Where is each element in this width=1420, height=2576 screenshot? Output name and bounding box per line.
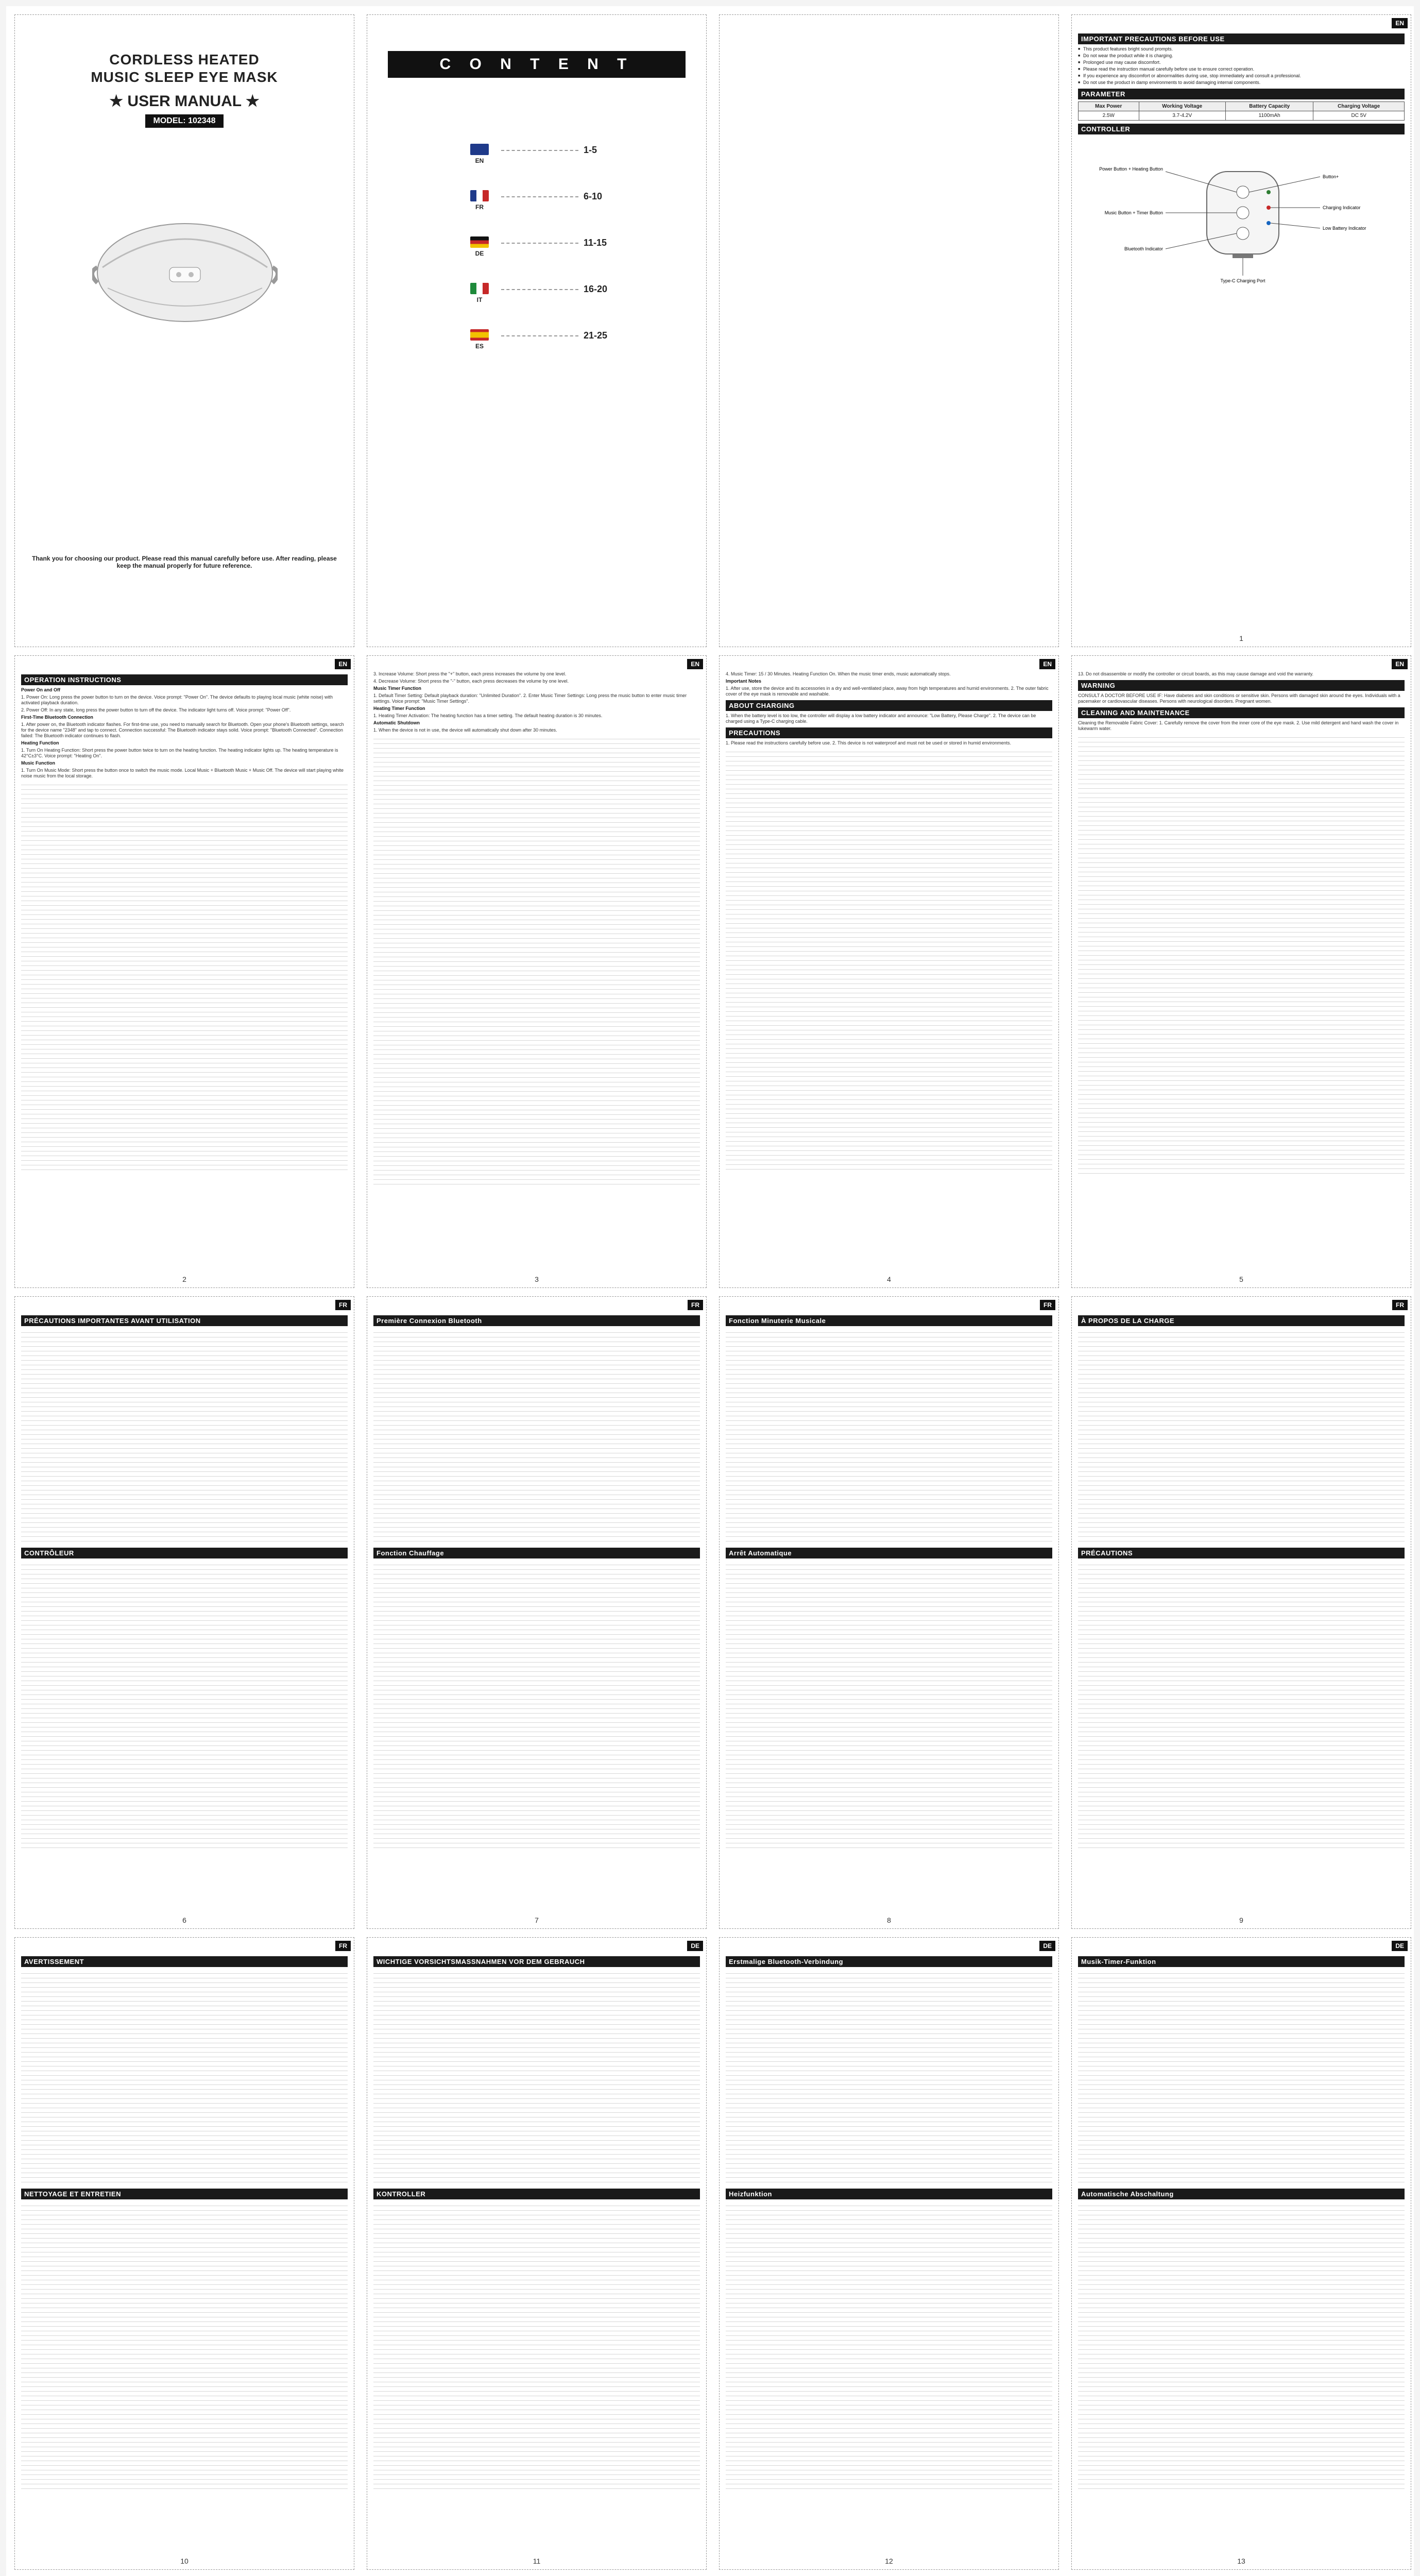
text-block (21, 1561, 348, 1849)
param-value: 2.5W (1079, 111, 1139, 121)
page-body (373, 1953, 700, 2552)
title-line-2: MUSIC SLEEP EYE MASK (91, 69, 278, 85)
page-en-precautions (1071, 14, 1411, 647)
param-value: 1100mAh (1226, 111, 1313, 121)
page-body (21, 1312, 348, 1911)
toc-row-en[interactable] (470, 144, 625, 164)
lang-badge: EN (335, 659, 351, 669)
page-body (1078, 30, 1405, 629)
toc-code: DE (475, 250, 484, 257)
precaution-item: ■ Prolonged use may cause discomfort. (1078, 60, 1405, 65)
toc-row-de[interactable] (470, 236, 625, 257)
section-heading: Heizfunktion (726, 2189, 1052, 2199)
label-plus-button: Button+ (1323, 174, 1339, 179)
toc-row-fr[interactable] (470, 190, 625, 211)
section-heading: AVERTISSEMENT (21, 1956, 348, 1967)
page-fr-7 (367, 1296, 707, 1929)
cover-thanks: Thank you for choosing our product. Please read this manual carefully before use. After reading, please keep the manual properly for future reference. (32, 555, 337, 569)
subheading: Automatic Shutdown (373, 720, 420, 725)
section-heading: WICHTIGE VORSICHTSMASSNAHMEN VOR DEM GEBRAUCH (373, 1956, 700, 1967)
precaution-item: ■ Do not use the product in damp environments to avoid damaging internal components. (1078, 80, 1405, 86)
text-block (373, 1561, 700, 1849)
model-text: MODEL: 102348 (145, 114, 224, 128)
page-number: 6 (182, 1916, 186, 1924)
paragraph: 1. Turn On Heating Function: Short press the power button twice to turn on the heating function. The heating indicator lights up. The heating temperature is 42°C±3°C. Voice prompt: "Heating On". (21, 748, 338, 758)
page-number: 8 (887, 1916, 891, 1924)
paragraph: 1. After power on, the Bluetooth indicator flashes. For first-time use, you need to manually search for Bluetooth. Open your phone's Bluetooth settings, search for the device name "2348" and tap to connect. Connection successful: The Bluetooth indicator stays solid. Voice prompt: "Bluetooth Connected". Connection failed: The Bluetooth indicator continues to flash. (21, 722, 344, 738)
section-heading: Musik-Timer-Funktion (1078, 1956, 1405, 1967)
lang-badge: EN (687, 659, 703, 669)
content-banner: C O N T E N T (388, 51, 686, 78)
page-number: 10 (180, 2557, 189, 2565)
paragraph: 1. When the battery level is too low, the controller will display a low battery indicator and announce: "Low Battery, Please Charge". 2. The device can be charged using a Type-C charging cable. (726, 713, 1036, 724)
subheading: Heating Timer Function (373, 706, 425, 711)
paragraph: 4. Music Timer: 15 / 30 Minutes. Heating Function On. When the music timer ends, music automatically stops. (726, 671, 951, 676)
flag-icon (470, 236, 489, 248)
lang-badge: FR (335, 1941, 351, 1951)
page-number: 13 (1237, 2557, 1245, 2565)
paragraph: 1. Heating Timer Activation: The heating function has a timer setting. The default heating duration is 30 minutes. (373, 713, 603, 718)
text-block (373, 1969, 700, 2185)
toc-pages: 1-5 (584, 145, 597, 155)
manual-sheet (6, 6, 1414, 2576)
toc-leader (501, 335, 578, 336)
paragraph: CONSULT A DOCTOR BEFORE USE IF: Have diabetes and skin conditions or sensitive skin. Persons with damaged skin around the eyes. Individuals with a pacemaker or cardiovascular diseases. Persons with neurological disorders. Pregnant women. (1078, 693, 1400, 704)
eye-mask-illustration (92, 190, 278, 345)
page-body (21, 671, 348, 1270)
paragraph: 1. After use, store the device and its accessories in a dry and well-ventilated place, away from high temperatures and humid environments. 2. The outer fabric cover of the eye mask is removable and washable. (726, 686, 1049, 697)
text-block (21, 2201, 348, 2490)
toc-code: ES (475, 343, 484, 350)
page-body (726, 671, 1052, 1270)
paragraph: 1. Turn On Music Mode: Short press the button once to switch the music mode. Local Music + Bluetooth Music + Music Off. The device will start playing white noise music from the local storage. (21, 768, 344, 778)
page-de-13 (1071, 1937, 1411, 2570)
section-heading: KONTROLLER (373, 2189, 700, 2199)
lang-badge: FR (688, 1300, 703, 1310)
param-header: Battery Capacity (1226, 102, 1313, 111)
toc-leader (501, 243, 578, 244)
page-body (373, 1312, 700, 1911)
toc-row-it[interactable] (470, 283, 625, 303)
paragraph: 1. Power On: Long press the power button to turn on the device. Voice prompt: "Power On". The device defaults to playing local music (white noise) with activated playback duration. (21, 694, 333, 705)
precaution-item: ■ If you experience any discomfort or abnormalities during use, stop immediately and consult a professional. (1078, 73, 1405, 79)
paragraph: Cleaning the Removable Fabric Cover: 1. Carefully remove the cover from the inner core of the eye mask. 2. Use mild detergent and hand wash the cover in lukewarm water. (1078, 720, 1399, 731)
param-header: Working Voltage (1139, 102, 1226, 111)
subheading: Heating Function (21, 740, 59, 745)
page-number: 1 (1239, 634, 1243, 642)
label-timer-button: Music Button + Timer Button (1104, 210, 1163, 215)
section-heading: Fonction Minuterie Musicale (726, 1315, 1052, 1326)
page-en-timer (367, 655, 707, 1288)
subheading: Music Function (21, 760, 55, 766)
section-heading: PRECAUTIONS (726, 727, 1052, 738)
page-number: 11 (533, 2557, 541, 2565)
page-fr-10 (14, 1937, 354, 2570)
section-heading: CONTRÔLEUR (21, 1548, 348, 1558)
label-power-button: Power Button + Heating Button (1099, 166, 1163, 172)
paragraph: 13. Do not disassemble or modify the controller or circuit boards, as this may cause damage and void the warranty. (1078, 671, 1314, 676)
text-block (726, 1328, 1052, 1545)
lang-badge: EN (1392, 18, 1408, 28)
paragraph: 2. Power Off: In any state, long press the power button to turn off the device. The indicator light turns off. Voice prompt: "Power Off". (21, 707, 291, 713)
precaution-item: ■ Please read the instruction manual carefully before use to ensure correct operation. (1078, 66, 1405, 72)
section-heading: PRÉCAUTIONS (1078, 1548, 1405, 1558)
page-body (726, 1953, 1052, 2552)
toc-code: IT (476, 296, 483, 303)
parameter-heading: PARAMETER (1078, 89, 1405, 99)
lang-badge: DE (1392, 1941, 1408, 1951)
toc-pages: 16-20 (584, 284, 608, 294)
lang-badge: EN (1392, 659, 1408, 669)
lang-badge: DE (1039, 1941, 1055, 1951)
label-charge-indicator: Charging Indicator (1323, 205, 1361, 210)
page-number: 5 (1239, 1275, 1243, 1283)
contents-page (367, 14, 707, 647)
toc-code: FR (475, 204, 484, 211)
paragraph: 4. Decrease Volume: Short press the "-" button, each press decreases the volume by one level. (373, 679, 569, 684)
model-badge (15, 114, 354, 128)
page-body (1078, 1953, 1405, 2552)
text-block (726, 1969, 1052, 2185)
page-de-11 (367, 1937, 707, 2570)
label-battery-indicator: Low Battery Indicator (1323, 226, 1366, 231)
page-de-12 (719, 1937, 1059, 2570)
section-heading: WARNING (1078, 680, 1405, 691)
param-value: DC 5V (1313, 111, 1405, 121)
text-block (373, 735, 700, 1188)
page-fr-9 (1071, 1296, 1411, 1929)
section-heading: CLEANING AND MAINTENANCE (1078, 707, 1405, 718)
page-en-notes (719, 655, 1059, 1288)
section-heading: NETTOYAGE ET ENTRETIEN (21, 2189, 348, 2199)
flag-icon (470, 144, 489, 155)
toc-pages: 6-10 (584, 191, 603, 201)
cover-page (14, 14, 354, 647)
page-number: 3 (535, 1275, 539, 1283)
label-bluetooth-indicator: Bluetooth Indicator (1124, 246, 1163, 251)
section-heading: IMPORTANT PRECAUTIONS BEFORE USE (1078, 33, 1405, 44)
toc-code: EN (475, 157, 484, 164)
flag-icon (470, 190, 489, 201)
toc-leader (501, 150, 578, 151)
cover-title (15, 51, 354, 86)
section-heading: Arrêt Automatique (726, 1548, 1052, 1558)
page-number: 7 (535, 1916, 539, 1924)
text-block (373, 1328, 700, 1545)
paragraph: 3. Increase Volume: Short press the "+" button, each press increases the volume by one level. (373, 671, 567, 676)
paragraph: 1. When the device is not in use, the device will automatically shut down after 30 minutes. (373, 727, 557, 733)
page-body (726, 1312, 1052, 1911)
text-block (1078, 733, 1405, 1176)
parameter-table (1078, 101, 1405, 121)
page-body (1078, 671, 1405, 1270)
text-block (1078, 1561, 1405, 1849)
page-en-warning (1071, 655, 1411, 1288)
section-heading: Fonction Chauffage (373, 1548, 700, 1558)
text-block (726, 748, 1052, 1170)
section-heading: ABOUT CHARGING (726, 700, 1052, 711)
page-number: 2 (182, 1275, 186, 1283)
text-block (21, 781, 348, 1172)
toc-leader (501, 196, 578, 197)
text-block (21, 1969, 348, 2185)
toc-leader (501, 289, 578, 290)
text-block (373, 2201, 700, 2490)
toc-row-es[interactable] (470, 329, 625, 350)
subheading: Music Timer Function (373, 686, 421, 691)
param-header: Max Power (1079, 102, 1139, 111)
flag-icon (470, 329, 489, 341)
blank-page (719, 14, 1059, 647)
controller-heading: CONTROLLER (1078, 124, 1405, 134)
text-block (1078, 2201, 1405, 2490)
lang-badge: FR (1392, 1300, 1408, 1310)
page-number: 9 (1239, 1916, 1243, 1924)
user-manual-heading: ★ USER MANUAL ★ (109, 93, 260, 110)
lang-badge: FR (335, 1300, 351, 1310)
param-value: 3.7-4.2V (1139, 111, 1226, 121)
text-block (21, 1328, 348, 1545)
section-heading: Erstmalige Bluetooth-Verbindung (726, 1956, 1052, 1967)
lang-badge: DE (687, 1941, 703, 1951)
section-heading: PRÉCAUTIONS IMPORTANTES AVANT UTILISATION (21, 1315, 348, 1326)
precaution-item: ■ Do not wear the product while it is charging. (1078, 53, 1405, 59)
page-body (1078, 1312, 1405, 1911)
lang-badge: EN (1039, 659, 1055, 669)
section-heading: À PROPOS DE LA CHARGE (1078, 1315, 1405, 1326)
label-charging-port: Type-C Charging Port (1220, 278, 1265, 283)
page-fr-6 (14, 1296, 354, 1929)
paragraph: 1. Default Timer Setting: Default playback duration: "Unlimited Duration". 2. Enter Music Timer Settings: Long press the music button to enter music timer settings. Voice prompt: "Music Timer Settings". (373, 693, 687, 704)
page-en-operation (14, 655, 354, 1288)
precaution-item: ■ This product features bright sound prompts. (1078, 46, 1405, 52)
subheading: Important Notes (726, 679, 762, 684)
controller-diagram (1078, 141, 1405, 285)
subheading: First-Time Bluetooth Connection (21, 715, 93, 720)
text-block (1078, 1328, 1405, 1545)
text-block (1078, 1969, 1405, 2185)
paragraph: 1. Please read the instructions carefully before use. 2. This device is not waterproof and must not be used or stored in humid environments. (726, 740, 1012, 745)
page-body (373, 671, 700, 1270)
page-number: 4 (887, 1275, 891, 1283)
toc-pages: 11-15 (584, 238, 607, 248)
page-body (21, 1953, 348, 2552)
lang-badge: FR (1040, 1300, 1055, 1310)
toc-pages: 21-25 (584, 330, 608, 341)
flag-icon (470, 283, 489, 294)
page-fr-8 (719, 1296, 1059, 1929)
text-block (726, 2201, 1052, 2490)
section-heading: Première Connexion Bluetooth (373, 1315, 700, 1326)
page-number: 12 (885, 2557, 893, 2565)
text-block (726, 1561, 1052, 1849)
title-line-1: CORDLESS HEATED (109, 52, 260, 67)
section-heading: Automatische Abschaltung (1078, 2189, 1405, 2199)
subheading: Power On and Off (21, 687, 61, 692)
param-header: Charging Voltage (1313, 102, 1405, 111)
section-heading: OPERATION INSTRUCTIONS (21, 674, 348, 685)
